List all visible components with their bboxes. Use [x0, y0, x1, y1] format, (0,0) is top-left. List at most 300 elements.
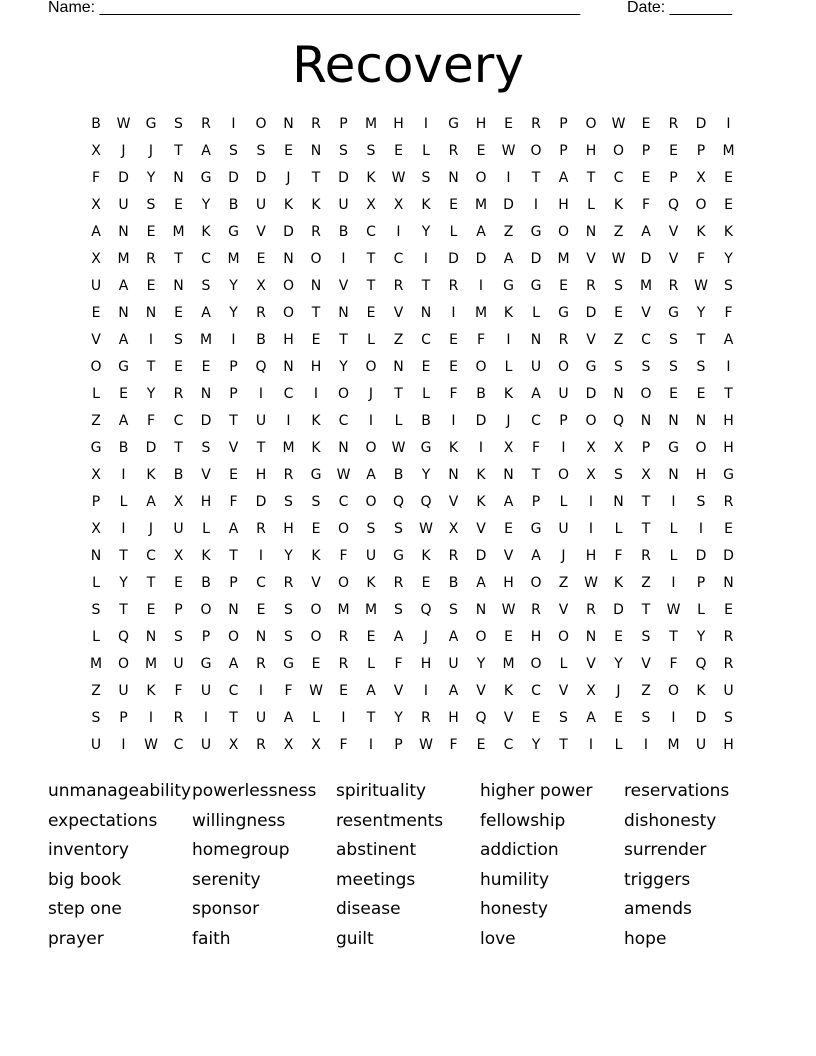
grid-letter: K — [283, 197, 294, 213]
grid-letter: P — [229, 575, 238, 591]
grid-letter: S — [724, 710, 733, 726]
word-list-item: step one — [48, 899, 122, 920]
word-list-item: humility — [480, 869, 550, 890]
grid-letter: W — [666, 602, 681, 618]
grid-letter: R — [448, 548, 459, 564]
grid-letter: K — [476, 467, 486, 483]
grid-letter: A — [228, 521, 239, 537]
grid-letter: T — [119, 548, 128, 564]
grid-letter: V — [338, 278, 349, 294]
grid-letter: T — [229, 413, 238, 429]
grid-letter: T — [146, 359, 156, 375]
grid-letter: E — [504, 116, 513, 132]
grid-letter: S — [449, 602, 458, 618]
grid-letter: E — [146, 278, 156, 294]
grid-letter: T — [394, 386, 403, 402]
grid-letter: O — [117, 656, 130, 672]
grid-letter: U — [255, 197, 267, 213]
grid-letter: Q — [475, 710, 487, 726]
grid-letter: V — [228, 440, 239, 456]
grid-letter: E — [366, 629, 376, 645]
word-list-item: disease — [336, 899, 401, 920]
grid-letter: E — [339, 683, 348, 699]
grid-letter: V — [586, 656, 596, 672]
grid-letter: R — [311, 224, 321, 240]
grid-letter: Y — [201, 197, 211, 213]
grid-letter: K — [448, 440, 459, 456]
grid-letter: R — [393, 575, 404, 591]
grid-letter: Q — [695, 656, 707, 672]
grid-letter: S — [256, 143, 266, 159]
grid-letter: I — [478, 440, 484, 456]
grid-letter: E — [91, 305, 101, 321]
word-list-item: reservations — [624, 781, 730, 801]
grid-letter: O — [310, 602, 322, 618]
grid-letter: M — [557, 251, 570, 267]
grid-letter: M — [502, 656, 515, 672]
grid-letter: P — [559, 413, 568, 429]
grid-letter: B — [393, 467, 404, 483]
grid-letter: I — [258, 548, 264, 564]
grid-letter: U — [200, 683, 212, 699]
grid-letter: Y — [531, 737, 541, 753]
grid-letter: S — [146, 197, 156, 213]
grid-letter: F — [284, 683, 293, 699]
grid-letter: J — [561, 548, 566, 564]
grid-letter: G — [393, 548, 404, 564]
word-list-item: love — [480, 929, 516, 949]
grid-letter: L — [614, 521, 623, 537]
word-list-item: hope — [624, 929, 667, 949]
grid-letter: T — [229, 548, 238, 564]
grid-letter: P — [559, 143, 568, 159]
grid-letter: N — [668, 467, 679, 483]
grid-letter: T — [559, 737, 568, 753]
grid-letter: Y — [421, 224, 431, 240]
grid-letter: X — [696, 170, 706, 186]
grid-letter: G — [228, 224, 239, 240]
grid-letter: O — [365, 494, 377, 510]
grid-letter: N — [668, 413, 679, 429]
grid-letter: U — [90, 737, 102, 753]
grid-letter: T — [641, 494, 651, 510]
grid-letter: H — [585, 143, 597, 159]
grid-letter: O — [695, 440, 707, 456]
grid-letter: E — [256, 602, 266, 618]
grid-letter: D — [338, 170, 349, 186]
grid-letter: S — [614, 359, 623, 375]
grid-letter: I — [148, 332, 154, 348]
grid-letter: V — [201, 467, 211, 483]
grid-letter: K — [311, 413, 321, 429]
grid-letter: X — [613, 440, 624, 456]
grid-letter: L — [92, 386, 100, 402]
grid-letter: T — [421, 278, 431, 294]
grid-letter: D — [503, 197, 514, 213]
grid-letter: O — [612, 143, 625, 159]
grid-letter: G — [420, 440, 432, 456]
grid-letter: E — [476, 143, 486, 159]
grid-letter: Y — [696, 305, 706, 321]
grid-letter: E — [476, 737, 486, 753]
grid-letter: P — [91, 494, 101, 510]
grid-letter: U — [90, 278, 102, 294]
grid-letter: I — [203, 710, 209, 726]
grid-letter: D — [200, 413, 212, 429]
grid-letter: S — [284, 629, 293, 645]
grid-letter: N — [173, 170, 184, 186]
grid-letter: R — [723, 629, 734, 645]
grid-letter: R — [146, 251, 156, 267]
grid-letter: A — [118, 278, 129, 294]
grid-letter: S — [91, 710, 101, 726]
grid-letter: U — [118, 197, 129, 213]
grid-letter: A — [531, 386, 541, 402]
grid-letter: E — [421, 359, 431, 375]
grid-letter: Z — [641, 575, 651, 591]
grid-letter: K — [476, 494, 486, 510]
grid-letter: U — [558, 521, 569, 537]
grid-letter: N — [283, 251, 294, 267]
grid-letter: V — [668, 224, 679, 240]
grid-letter: I — [121, 521, 126, 537]
word-list-item: serenity — [192, 869, 261, 890]
grid-letter: C — [146, 548, 156, 564]
grid-letter: X — [173, 494, 184, 510]
grid-letter: I — [341, 251, 346, 267]
grid-letter: R — [283, 575, 294, 591]
grid-letter: N — [530, 332, 542, 348]
grid-letter: T — [696, 332, 706, 348]
grid-letter: N — [145, 305, 157, 321]
grid-letter: K — [696, 683, 706, 699]
grid-letter: H — [420, 656, 432, 672]
grid-letter: U — [530, 359, 542, 375]
grid-letter: X — [228, 737, 239, 753]
grid-letter: V — [393, 305, 404, 321]
grid-letter: C — [228, 683, 239, 699]
grid-letter: O — [530, 575, 542, 591]
word-list-item: spirituality — [336, 781, 427, 801]
grid-letter: W — [391, 170, 406, 186]
grid-letter: S — [91, 602, 101, 618]
grid-letter: E — [311, 656, 321, 672]
grid-letter: F — [476, 332, 486, 348]
grid-letter: O — [90, 359, 102, 375]
grid-letter: N — [200, 386, 212, 402]
grid-letter: R — [256, 305, 266, 321]
grid-letter: S — [339, 143, 348, 159]
grid-letter: L — [504, 359, 513, 375]
grid-letter: I — [423, 683, 429, 699]
grid-letter: E — [119, 386, 128, 402]
grid-letter: Q — [392, 494, 405, 510]
grid-letter: L — [92, 629, 100, 645]
grid-letter: I — [121, 737, 126, 753]
grid-letter: I — [533, 197, 539, 213]
grid-letter: A — [723, 332, 734, 348]
grid-letter: E — [146, 602, 156, 618]
grid-letter: E — [531, 710, 541, 726]
grid-letter: A — [641, 224, 651, 240]
word-list-item: inventory — [48, 840, 129, 861]
grid-letter: N — [283, 359, 294, 375]
grid-letter: E — [201, 359, 211, 375]
grid-letter: E — [146, 224, 156, 240]
grid-letter: I — [231, 332, 236, 348]
grid-letter: P — [559, 116, 568, 132]
grid-letter: F — [449, 737, 458, 753]
grid-letter: E — [696, 386, 706, 402]
grid-letter: D — [723, 548, 734, 564]
grid-letter: O — [475, 629, 487, 645]
grid-letter: Y — [394, 710, 403, 726]
grid-letter: T — [641, 602, 651, 618]
grid-letter: I — [506, 332, 511, 348]
grid-letter: I — [368, 413, 374, 429]
grid-letter: I — [588, 494, 594, 510]
grid-letter: S — [696, 494, 706, 510]
grid-letter: S — [724, 278, 733, 294]
word-list-item: resentments — [336, 810, 444, 831]
grid-letter: S — [229, 143, 238, 159]
grid-letter: H — [723, 440, 734, 456]
grid-letter: O — [200, 602, 212, 618]
grid-letter: N — [448, 170, 459, 186]
grid-letter: T — [174, 440, 183, 456]
grid-letter: I — [313, 386, 319, 402]
grid-letter: N — [338, 305, 349, 321]
grid-letter: X — [91, 467, 101, 483]
grid-letter: E — [256, 251, 266, 267]
grid-letter: E — [229, 467, 238, 483]
grid-letter: H — [723, 737, 734, 753]
grid-letter: M — [639, 278, 653, 294]
grid-letter: R — [421, 710, 431, 726]
grid-letter: J — [368, 386, 374, 402]
grid-letter: I — [726, 116, 731, 132]
grid-letter: R — [256, 737, 266, 753]
grid-letter: U — [723, 683, 734, 699]
grid-letter: D — [448, 251, 459, 267]
word-list-item: surrender — [624, 840, 707, 861]
grid-letter: M — [722, 143, 735, 159]
grid-letter: A — [201, 305, 211, 321]
grid-letter: D — [145, 440, 157, 456]
grid-letter: O — [475, 170, 487, 186]
grid-letter: L — [587, 197, 595, 213]
grid-letter: F — [91, 170, 101, 186]
grid-letter: E — [311, 332, 321, 348]
grid-letter: S — [284, 494, 293, 510]
grid-letter: S — [641, 710, 651, 726]
grid-letter: Y — [119, 575, 128, 591]
grid-letter: V — [311, 575, 321, 591]
grid-letter: P — [229, 386, 238, 402]
grid-letter: M — [474, 305, 488, 321]
grid-letter: C — [531, 683, 541, 699]
grid-letter: T — [119, 602, 128, 618]
grid-letter: T — [256, 440, 266, 456]
grid-letter: L — [422, 143, 430, 159]
grid-letter: A — [366, 683, 376, 699]
grid-letter: F — [339, 548, 348, 564]
grid-letter: L — [202, 521, 210, 537]
grid-letter: Q — [117, 629, 130, 645]
grid-letter: T — [366, 251, 376, 267]
grid-letter: I — [368, 737, 374, 753]
word-list-item: higher power — [480, 781, 593, 801]
grid-letter: R — [311, 116, 321, 132]
grid-letter: R — [256, 656, 266, 672]
grid-letter: R — [173, 386, 184, 402]
grid-letter: S — [284, 602, 293, 618]
grid-letter: O — [365, 359, 377, 375]
grid-letter: N — [338, 440, 349, 456]
grid-letter: M — [172, 224, 185, 240]
grid-letter: D — [475, 251, 487, 267]
grid-letter: G — [530, 521, 542, 537]
grid-letter: V — [558, 602, 569, 618]
grid-letter: A — [531, 548, 541, 564]
grid-letter: M — [89, 656, 103, 672]
grid-letter: S — [366, 143, 376, 159]
grid-letter: A — [448, 629, 459, 645]
grid-letter: R — [201, 116, 211, 132]
grid-letter: K — [503, 386, 514, 402]
grid-letter: N — [255, 629, 267, 645]
grid-letter: L — [312, 710, 320, 726]
grid-letter: M — [364, 116, 378, 132]
grid-letter: N — [173, 278, 184, 294]
grid-letter: C — [283, 386, 294, 402]
grid-letter: H — [558, 197, 569, 213]
grid-letter: U — [255, 710, 267, 726]
grid-letter: Y — [421, 467, 431, 483]
grid-letter: N — [475, 602, 487, 618]
grid-letter: O — [310, 251, 322, 267]
grid-letter: Y — [146, 170, 156, 186]
grid-letter: I — [148, 710, 154, 726]
grid-letter: S — [614, 467, 623, 483]
word-list-item: amends — [624, 899, 692, 920]
grid-letter: E — [669, 143, 678, 159]
grid-letter: P — [201, 629, 211, 645]
grid-letter: F — [669, 656, 678, 672]
grid-letter: O — [337, 575, 350, 591]
grid-letter: B — [118, 440, 129, 456]
grid-letter: K — [146, 467, 156, 483]
grid-letter: M — [667, 737, 680, 753]
grid-letter: S — [174, 332, 183, 348]
grid-letter: K — [311, 548, 321, 564]
grid-letter: Z — [613, 332, 624, 348]
grid-letter: A — [118, 413, 129, 429]
puzzle-title: Recovery — [292, 36, 524, 94]
grid-letter: V — [476, 521, 486, 537]
grid-letter: S — [174, 116, 183, 132]
grid-letter: S — [394, 521, 403, 537]
word-list-item: homegroup — [192, 840, 290, 861]
grid-letter: I — [588, 521, 594, 537]
grid-letter: F — [531, 440, 541, 456]
grid-letter: A — [586, 710, 596, 726]
grid-letter: I — [588, 737, 594, 753]
grid-letter: H — [503, 575, 514, 591]
grid-letter: C — [393, 251, 404, 267]
grid-letter: M — [474, 197, 488, 213]
grid-letter: E — [724, 602, 733, 618]
grid-letter: M — [282, 440, 295, 456]
grid-letter: O — [337, 521, 350, 537]
grid-letter: A — [118, 332, 129, 348]
grid-letter: K — [201, 224, 211, 240]
grid-letter: P — [669, 170, 678, 186]
grid-letter: I — [698, 521, 704, 537]
grid-letter: D — [695, 116, 707, 132]
grid-letter: N — [393, 359, 404, 375]
grid-letter: L — [559, 656, 568, 672]
grid-letter: N — [613, 386, 624, 402]
grid-letter: O — [530, 143, 542, 159]
grid-letter: H — [283, 521, 294, 537]
grid-letter: T — [531, 170, 541, 186]
grid-letter: T — [311, 170, 321, 186]
grid-letter: I — [671, 494, 676, 510]
grid-letter: Y — [724, 251, 733, 267]
grid-letter: O — [282, 278, 295, 294]
grid-letter: X — [283, 737, 294, 753]
grid-letter: O — [475, 359, 487, 375]
word-list-item: abstinent — [336, 840, 417, 861]
grid-letter: F — [449, 386, 458, 402]
grid-letter: I — [726, 359, 731, 375]
grid-letter: O — [227, 629, 240, 645]
grid-letter: E — [174, 359, 183, 375]
grid-letter: F — [394, 656, 403, 672]
grid-letter: I — [258, 683, 264, 699]
grid-letter: K — [503, 683, 514, 699]
grid-letter: O — [557, 224, 570, 240]
grid-letter: E — [311, 521, 321, 537]
grid-letter: Z — [641, 683, 651, 699]
grid-letter: U — [173, 521, 184, 537]
grid-letter: H — [723, 413, 734, 429]
grid-letter: R — [393, 278, 404, 294]
grid-letter: X — [256, 278, 266, 294]
grid-letter: I — [643, 737, 649, 753]
grid-letter: S — [614, 278, 623, 294]
grid-letter: G — [145, 116, 157, 132]
grid-letter: G — [723, 467, 734, 483]
grid-letter: V — [91, 332, 101, 348]
grid-letter: R — [531, 116, 541, 132]
word-list-item: expectations — [48, 810, 158, 831]
grid-letter: C — [173, 737, 184, 753]
grid-letter: V — [641, 305, 651, 321]
grid-letter: N — [448, 467, 459, 483]
grid-letter: L — [669, 521, 678, 537]
grid-letter: A — [393, 629, 404, 645]
grid-letter: J — [423, 629, 429, 645]
grid-letter: E — [559, 278, 568, 294]
grid-letter: W — [391, 440, 406, 456]
grid-letter: K — [723, 224, 734, 240]
grid-letter: R — [586, 602, 596, 618]
grid-letter: D — [695, 548, 707, 564]
grid-letter: T — [366, 278, 376, 294]
grid-letter: E — [504, 629, 513, 645]
